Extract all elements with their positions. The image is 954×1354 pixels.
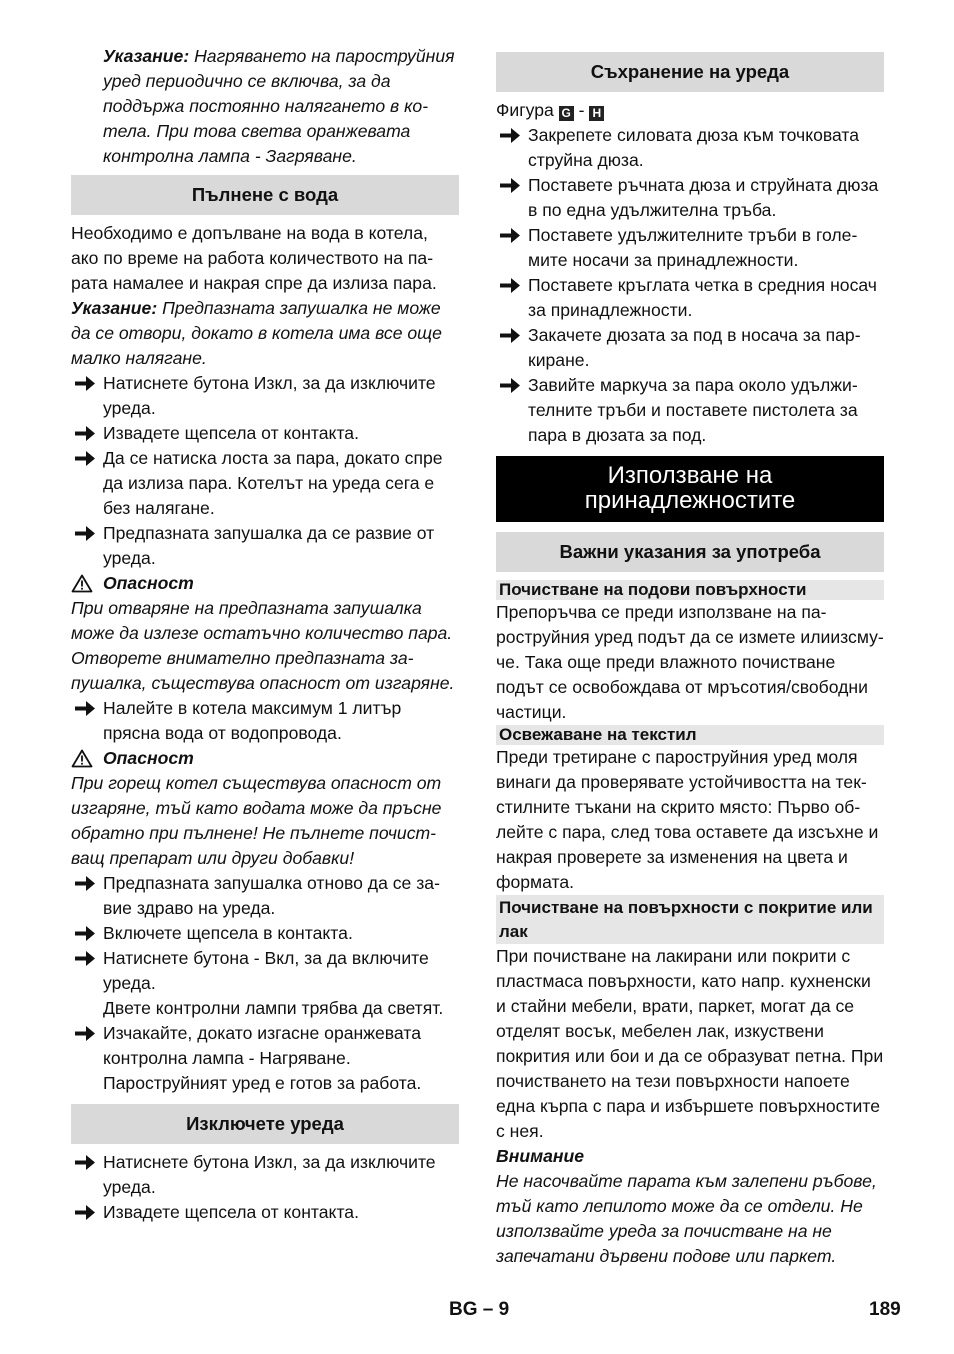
step-text: Поставете кръглата четка в средния носач за принадлежности.: [528, 275, 877, 320]
arrow-right-icon: [74, 699, 96, 718]
arrow-right-icon: [74, 449, 96, 468]
danger-label: Опасност: [103, 748, 194, 768]
list-item: [71, 921, 459, 946]
arrow-right-icon: [74, 1153, 96, 1172]
danger-heading: [71, 571, 459, 596]
note-label: Указание:: [71, 298, 158, 318]
arrow-right-icon: [74, 949, 96, 968]
arrow-right-icon: [499, 226, 521, 245]
list-item: [71, 946, 459, 996]
arrow-right-icon: [74, 374, 96, 393]
arrow-right-icon: [74, 1203, 96, 1222]
arrow-right-icon: [499, 276, 521, 295]
note-label: Указание:: [103, 46, 190, 66]
cap-note: [71, 296, 459, 371]
subheading-floor: Почистване на подови повърхности: [496, 580, 884, 600]
subheading-textile: Освежаване на текстил: [496, 725, 884, 745]
ready-text: Пароструйният уред е готов за работа.: [103, 1073, 422, 1093]
list-item: [71, 371, 459, 421]
heating-note: [71, 44, 459, 169]
danger-label: Опасност: [103, 573, 194, 593]
arrow-right-icon: [74, 874, 96, 893]
arrow-right-icon: [74, 424, 96, 443]
step-text: Натиснете бутона - Вкл, за да включите уреда.: [103, 948, 429, 993]
step-text: Натиснете бутона Изкл, за да изключите уреда.: [103, 1152, 436, 1197]
list-item: [71, 696, 459, 746]
danger-heading: [71, 746, 459, 771]
figure-dash: -: [573, 100, 590, 120]
floor-text: Препоръчва се преди използване на пароструйния уред подът да се измете илиизсмуче. Така още преди влажното почистване подът се освобождава от мръсотия/свободни частици.: [496, 602, 884, 722]
arrow-right-icon: [499, 126, 521, 145]
list-item: [496, 123, 884, 173]
filling-intro: Необходимо е допълване на вода в котела, ако по време на работа количеството на парата намалее и накрая спре да излиза пара.: [71, 223, 437, 293]
right-column: [496, 52, 884, 1269]
arrow-right-icon: [74, 924, 96, 943]
step-text: Предпазната запушалка да се развие от уреда.: [103, 523, 435, 568]
warning-triangle-icon: [71, 749, 93, 768]
arrow-right-icon: [499, 326, 521, 345]
figure-g-box: G: [559, 106, 574, 121]
step-text: Поставете удължителните тръби в големите носачи за принадлежности.: [528, 225, 858, 270]
list-item: [496, 223, 884, 273]
subheading-coated: Почистване на повърхности с покритие или лак: [496, 895, 884, 944]
section-heading-storage: Съхранение на уреда: [496, 52, 884, 92]
list-item: [71, 421, 459, 446]
list-item: [496, 273, 884, 323]
step-text: Закачете дюзата за под в носача за паркиране.: [528, 325, 861, 370]
list-item: [71, 1150, 459, 1200]
chapter-heading-line: принадлежностите: [584, 487, 796, 514]
step-text: Налейте в котела максимум 1 литър прясна вода от водопровода.: [103, 698, 402, 743]
step-text: Извадете щепсела от контакта.: [103, 1202, 359, 1222]
arrow-right-icon: [74, 524, 96, 543]
danger-text: При отваряне на предпазната запушалка може да излезе остатъчно количество пара. Отворете внимателно предпазната запушалка, съществува опасност от изгаряне.: [71, 598, 455, 693]
warning-triangle-icon: [71, 574, 93, 593]
chapter-heading-accessories: [496, 456, 884, 522]
page-number: 189: [869, 1299, 901, 1320]
step-text: Извадете щепсела от контакта.: [103, 423, 359, 443]
list-item: [71, 1021, 459, 1071]
caution-text: Не насочвайте парата към залепени ръбове, тъй като лепилото може да се отдели. Не използвайте уреда за почистване на не запечатани дървени подове или паркет.: [496, 1171, 877, 1266]
figure-h-box: H: [589, 106, 604, 121]
step-text: Натиснете бутона Изкл, за да изключите уреда.: [103, 373, 436, 418]
list-item: [71, 446, 459, 521]
list-item: [496, 373, 884, 448]
arrow-right-icon: [499, 176, 521, 195]
arrow-right-icon: [499, 376, 521, 395]
step-text: Изчакайте, докато изгасне оранжевата контролна лампа - Нагряване.: [103, 1023, 421, 1068]
left-column: [71, 44, 459, 1225]
list-item: [71, 521, 459, 571]
note-text: Нагряването на пароструйния уред периодично се включва, за да поддържа постоянно налягането в котела. При това светва оранжевата контролна лампа - Загряване.: [103, 46, 455, 166]
step-text: Поставете ръчната дюза и струйната дюза в по една удължителна тръба.: [528, 175, 879, 220]
note-text: Предпазната запушалка не може да се отвори, докато в котела има все още малко налягане.: [71, 298, 442, 368]
chapter-heading-line: Използване на: [607, 462, 773, 489]
step-text: Предпазната запушалка отново да се завие здраво на уреда.: [103, 873, 440, 918]
list-item: [496, 323, 884, 373]
list-item: [496, 173, 884, 223]
lamps-text: Двете контролни лампи трябва да светят.: [103, 998, 444, 1018]
figure-label: Фигура: [496, 100, 554, 120]
list-item: [71, 1200, 459, 1225]
textile-text: Преди третиране с пароструйния уред моля винаги да проверявате устойчивостта на текстилните тъкани на скрито място: Първо облейте с пара, след това оставете да изсъхне и накрая проверете за изменения на цвета и формата.: [496, 747, 879, 892]
coated-text: При почистване на лакирани или покрити с пластмаса повърхности, като напр. кухненски и стайни мебели, врати, паркет, могат да се отделят восък, мебелен лак, изкуствени покрития или бои и да се образуват петна. При почистването на тези повърхности напоете една кърпа с пара и избършете повърхностите с нея.: [496, 946, 884, 1141]
danger-text: При горещ котел съществува опасност от изгаряне, тъй като водата може да пръсне обратно при пълнене! Не пълнете почистващ препарат или други добавки!: [71, 773, 442, 868]
section-heading-switch-off: Изключете уреда: [71, 1104, 459, 1144]
section-heading-important: Важни указания за употреба: [496, 532, 884, 572]
step-text: Закрепете силовата дюза към точковата струйна дюза.: [528, 125, 860, 170]
step-text: Да се натиска лоста за пара, докато спре да излиза пара. Котелът на уреда сега е без налягане.: [103, 448, 443, 518]
arrow-right-icon: [74, 1024, 96, 1043]
step-text: Завийте маркуча за пара около удължителните тръби и поставете пистолета за пара в дюзата за под.: [528, 375, 858, 445]
figure-reference: [496, 98, 884, 123]
page-label: BG – 9: [449, 1299, 510, 1320]
step-text: Включете щепсела в контакта.: [103, 923, 353, 943]
caution-label: Внимание: [496, 1146, 585, 1166]
section-heading-filling: Пълнене с вода: [71, 175, 459, 215]
list-item: [71, 871, 459, 921]
